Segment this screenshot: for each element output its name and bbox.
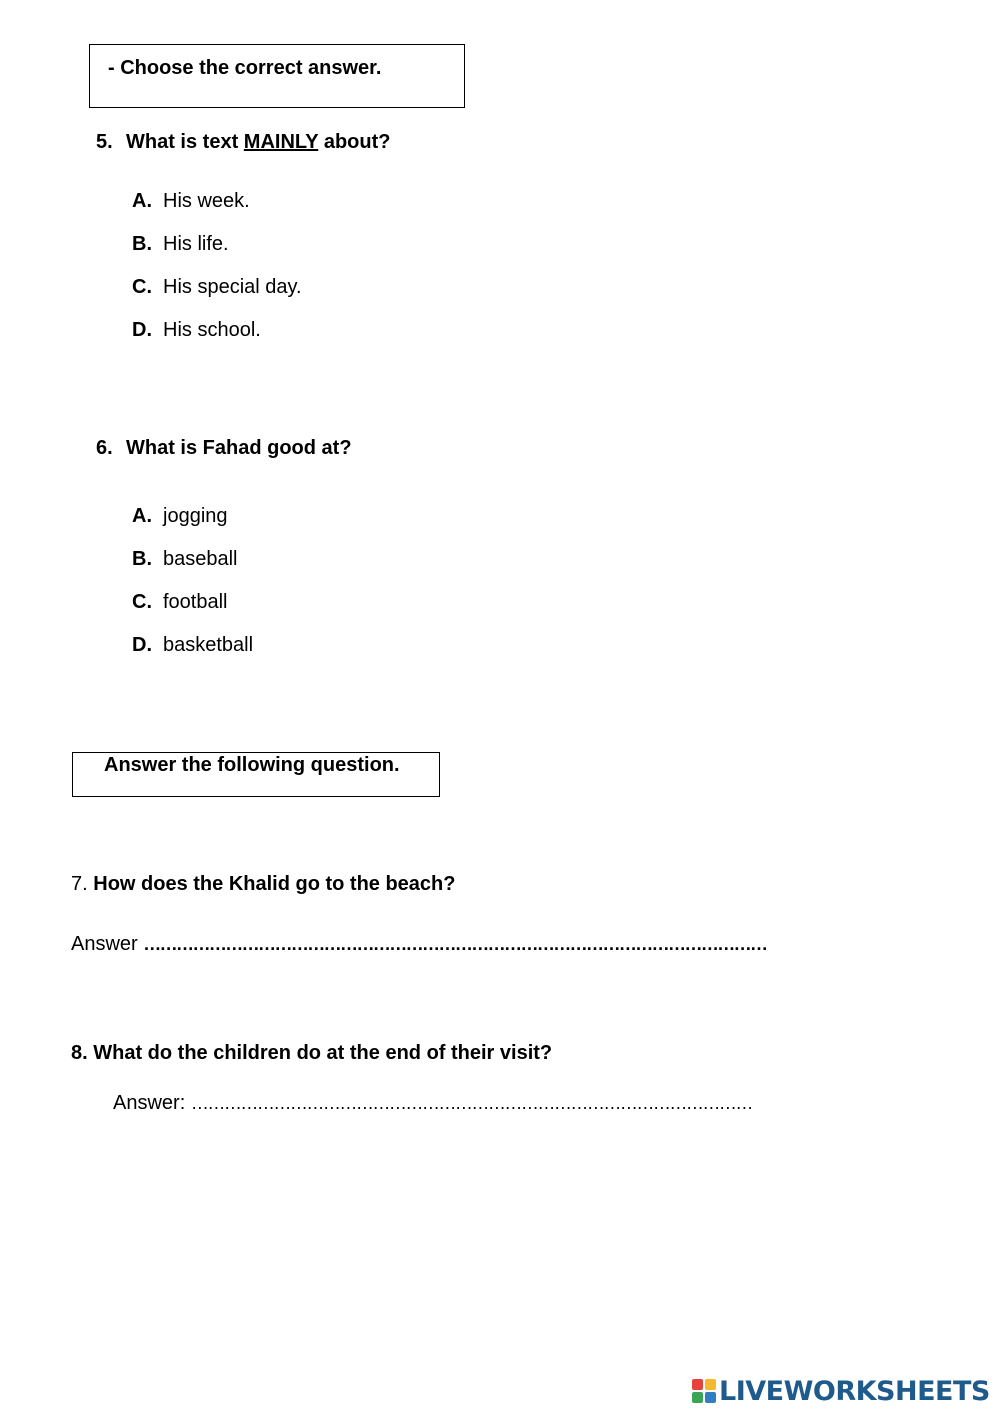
logo-mark-icon: [692, 1379, 716, 1403]
q6-option-d-text: basketball: [163, 634, 254, 656]
q5-option-a-letter: A.: [132, 190, 152, 212]
question-6: [96, 437, 352, 460]
q5-option-d-letter: D.: [132, 319, 152, 341]
instruction-title-1: - Choose the correct answer.: [108, 57, 382, 79]
question-5-text-underlined: MAINLY: [243, 131, 319, 153]
q5-option-c-letter: C.: [132, 276, 152, 298]
q5-option-c[interactable]: [132, 276, 302, 299]
q5-option-b-letter: B.: [132, 233, 152, 255]
logo-text: LIVEWORKSHEETS: [719, 1375, 990, 1407]
question-6-text: What is Fahad good at?: [126, 437, 352, 459]
q6-option-b-letter: B.: [132, 548, 152, 570]
question-6-number: 6.: [96, 437, 113, 459]
q5-option-d-text: His school.: [163, 319, 261, 341]
q6-option-c-letter: C.: [132, 591, 152, 613]
question-8-answer-dots[interactable]: …………………………………………………………………………………………: [190, 1093, 752, 1113]
question-7-answer-label: Answer: [71, 933, 144, 955]
q5-option-b[interactable]: [132, 233, 229, 256]
question-7: [71, 873, 456, 896]
q6-option-a-text: jogging: [163, 505, 228, 527]
q6-option-d[interactable]: [132, 634, 253, 657]
q5-option-a-text: His week.: [163, 190, 250, 212]
q6-option-d-letter: D.: [132, 634, 152, 656]
q6-option-b-text: baseball: [163, 548, 238, 570]
q6-option-a[interactable]: [132, 505, 228, 528]
question-8-answer-label: Answer:: [113, 1092, 191, 1114]
q5-option-b-text: His life.: [163, 233, 229, 255]
q6-option-c[interactable]: [132, 591, 228, 614]
question-8: 8. What do the children do at the end of their visit?: [71, 1042, 553, 1064]
question-7-answer-line[interactable]: [71, 933, 766, 956]
q5-option-c-text: His special day.: [163, 276, 302, 298]
question-7-text: How does the Khalid go to the beach?: [93, 873, 456, 895]
question-5-text-before: What is text: [126, 131, 244, 153]
question-8-answer-line[interactable]: [113, 1092, 752, 1115]
liveworksheets-logo[interactable]: [692, 1374, 990, 1408]
q5-option-a[interactable]: [132, 190, 250, 213]
question-5: [96, 131, 390, 154]
q6-option-c-text: football: [163, 591, 228, 613]
question-7-number: 7.: [71, 873, 94, 895]
q6-option-b[interactable]: [132, 548, 238, 571]
question-5-text-after: about?: [318, 131, 391, 153]
instruction-title-2: Answer the following question.: [104, 754, 400, 776]
q5-option-d[interactable]: [132, 319, 261, 342]
question-5-number: 5.: [96, 131, 113, 153]
q6-option-a-letter: A.: [132, 505, 152, 527]
question-7-answer-dots[interactable]: ……………………………………………………………………………………………………: [143, 934, 767, 954]
